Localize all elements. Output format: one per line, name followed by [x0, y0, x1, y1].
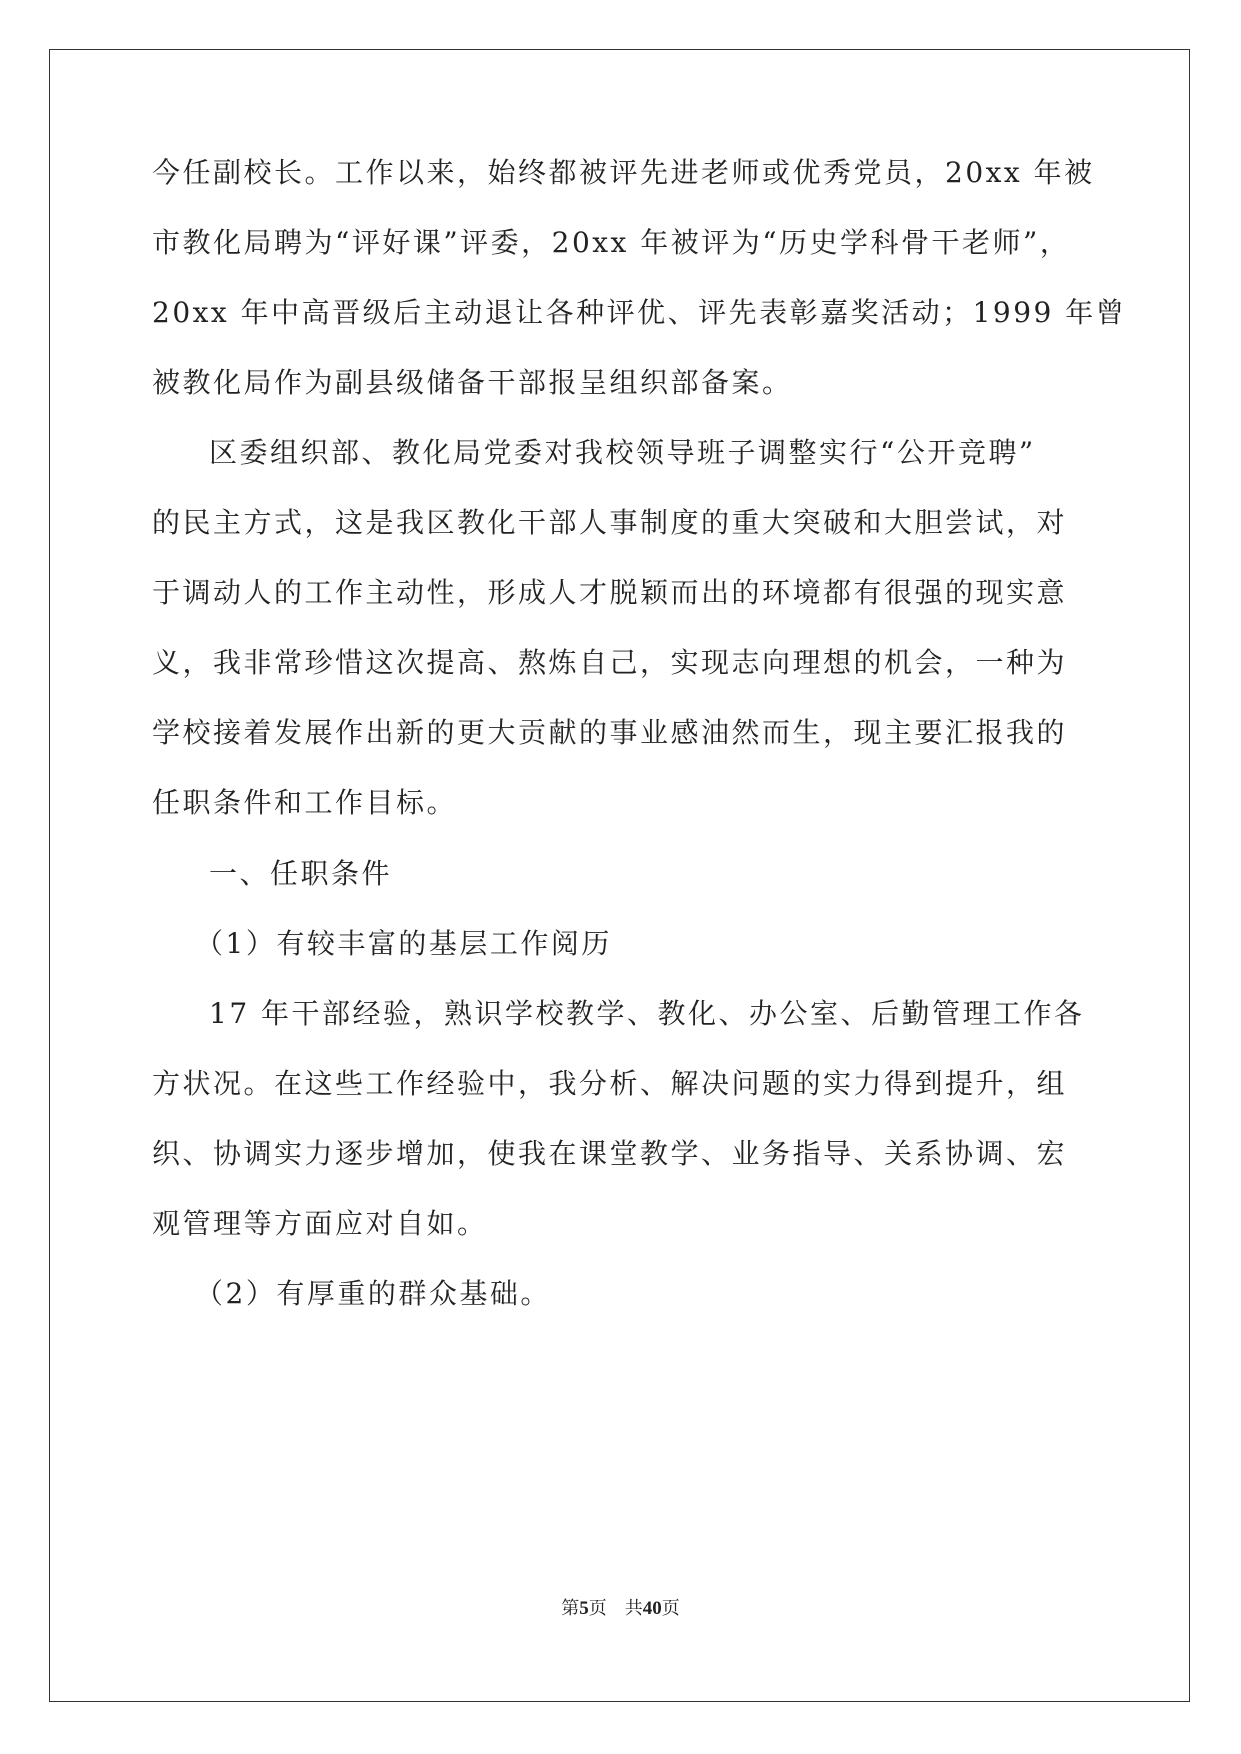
text-line: 方状况。在这些工作经验中，我分析、解决问题的实力得到提升，组	[152, 1067, 1068, 1100]
text-line: 织、协调实力逐步增加，使我在课堂教学、业务指导、关系协调、宏	[152, 1137, 1068, 1170]
current-page-number: 5	[579, 1598, 589, 1619]
text-line: 的民主方式，这是我区教化干部人事制度的重大突破和大胆尝试，对	[152, 506, 1068, 539]
footer-page-suffix: 页	[588, 1598, 607, 1618]
text-line: 观管理等方面应对自如。	[152, 1207, 488, 1240]
section-heading: 一、任职条件	[209, 857, 393, 890]
footer-prefix: 第	[561, 1598, 580, 1618]
subsection-heading: （2）有厚重的群众基础。	[195, 1277, 551, 1310]
total-pages-number: 40	[642, 1598, 662, 1619]
text-line: 义，我非常珍惜这次提高、熬炼自己，实现志向理想的机会，一种为	[152, 646, 1068, 679]
text-line: 被教化局作为副县级储备干部报呈组织部备案。	[152, 366, 793, 399]
text-line: 20xx 年中高晋级后主动退让各种评优、评先表彰嘉奖活动；1999 年曾	[152, 296, 1127, 329]
subsection-heading: （1）有较丰富的基层工作阅历	[195, 927, 612, 960]
page-footer	[0, 1596, 1241, 1621]
text-line: 任职条件和工作目标。	[152, 786, 458, 819]
footer-total-suffix: 页	[661, 1598, 680, 1618]
text-line: 学校接着发展作出新的更大贡献的事业感油然而生，现主要汇报我的	[152, 716, 1068, 749]
footer-total-prefix: 共	[624, 1598, 643, 1618]
text-line: 今任副校长。工作以来，始终都被评先进老师或优秀党员，20xx 年被	[152, 156, 1095, 189]
paragraph-start-line: 17 年干部经验，熟识学校教学、教化、办公室、后勤管理工作各	[209, 997, 1085, 1030]
paragraph-start-line: 区委组织部、教化局党委对我校领导班子调整实行“公开竞聘”	[209, 436, 1036, 469]
text-line: 于调动人的工作主动性，形成人才脱颖而出的环境都有很强的现实意	[152, 576, 1068, 609]
text-line: 市教化局聘为“评好课”评委，20xx 年被评为“历史学科骨干老师”，	[152, 226, 1071, 259]
